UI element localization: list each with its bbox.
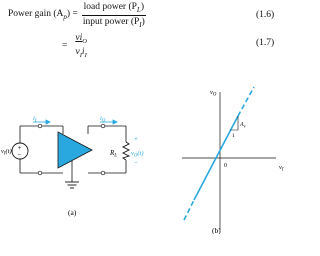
eq-1-6-numerator: load power $(P_L)$ — [83, 2, 144, 14]
output-plus-sign: + — [134, 135, 138, 143]
eq-1-7-fraction — [73, 33, 89, 59]
input-current-label: $i_I$ — [33, 115, 37, 124]
equation-1-7 — [62, 33, 89, 59]
eq-1-6-lhs: Power gain $(A_p)$ = — [8, 9, 78, 22]
amplifier-circuit-diagram — [0, 110, 150, 220]
source-plus-sign: + — [17, 144, 22, 152]
transfer-line-dashed-lower — [184, 200, 194, 220]
eq-1-6-fraction — [81, 2, 147, 29]
circuit-caption: (a) — [68, 208, 77, 217]
eq-1-7-equals: = — [62, 40, 68, 51]
load-resistor-label: $R_L$ — [110, 149, 118, 159]
source-label: $v_I(t)$ — [1, 148, 12, 157]
equation-1-6 — [8, 2, 147, 29]
output-voltage-label: $v_O(t)$ — [131, 150, 144, 159]
eq-1-7-denominator: $v_Ii_I$ — [75, 46, 87, 59]
output-current-arrowhead-icon — [113, 120, 117, 124]
input-current-arrowhead-icon — [46, 120, 50, 124]
output-minus-sign: − — [134, 159, 138, 167]
eq-1-6-denominator: input power $(P_I)$ — [82, 16, 145, 29]
output-current-label: $i_O$ — [100, 115, 106, 124]
origin-label: 0 — [224, 163, 227, 169]
slope-run-label: 1 — [232, 133, 235, 139]
eq-1-7-number: (1.7) — [256, 38, 275, 48]
slope-label: $A_v$ — [240, 122, 246, 129]
ground-icon — [65, 182, 79, 188]
transfer-line-dashed-upper — [238, 87, 254, 116]
load-resistor-icon — [123, 142, 129, 160]
output-bottom-terminal — [101, 171, 105, 175]
output-top-terminal — [101, 124, 105, 128]
amplifier-triangle-icon — [58, 132, 92, 168]
input-top-terminal — [38, 124, 42, 128]
x-axis-label: $v_I$ — [279, 164, 284, 173]
source-minus-sign: − — [17, 151, 22, 159]
graph-caption: (b) — [212, 226, 221, 234]
eq-1-6-number: (1.6) — [256, 10, 275, 20]
transfer-characteristic-graph — [150, 82, 298, 234]
y-axis-label: $v_O$ — [210, 89, 217, 98]
eq-1-7-numerator: $vi_O$ — [75, 33, 87, 45]
input-bottom-terminal — [38, 171, 42, 175]
